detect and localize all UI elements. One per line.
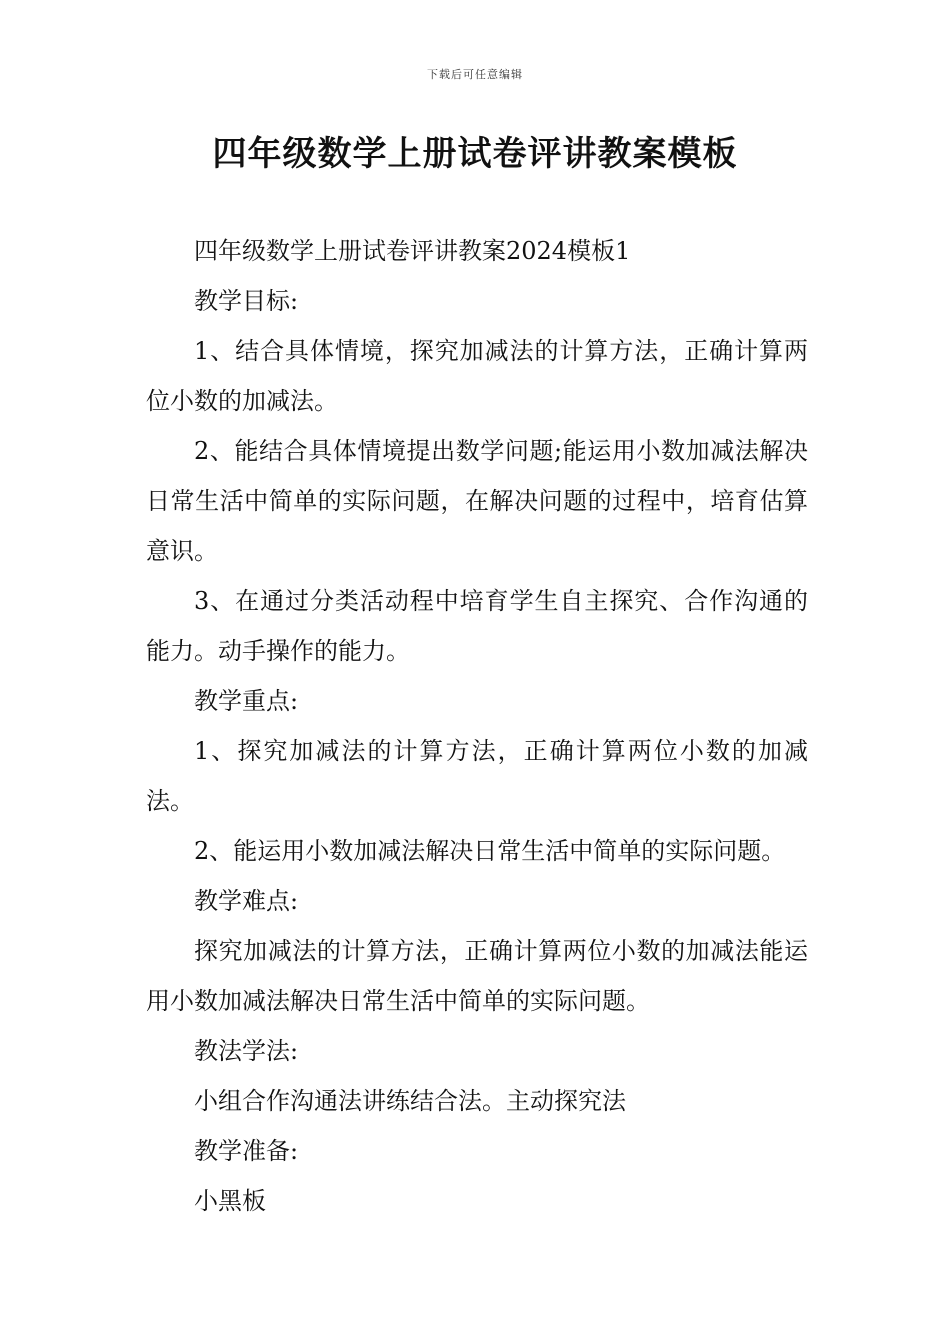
document-body xyxy=(146,226,808,1226)
document-title: 四年级数学上册试卷评讲教案模板 xyxy=(212,134,738,174)
label-teaching-objectives: 教学目标: xyxy=(194,287,299,315)
objective-2: 2、能结合具体情境提出数学问题;能运用小数加减法解决日常生活中简单的实际问题，在解决问题的过程中，培育估算意识。 xyxy=(146,437,808,565)
methods-text: 小组合作沟通法讲练结合法。主动探究法 xyxy=(194,1087,626,1115)
section-heading: 四年级数学上册试卷评讲教案2024模板1 xyxy=(194,237,631,265)
label-key-points: 教学重点: xyxy=(194,687,299,715)
preparation-text: 小黑板 xyxy=(194,1187,266,1215)
label-methods: 教法学法: xyxy=(194,1037,299,1065)
key-point-2: 2、能运用小数加减法解决日常生活中简单的实际问题。 xyxy=(194,837,786,865)
label-difficulties: 教学难点: xyxy=(194,887,299,915)
key-point-1: 1、探究加减法的计算方法，正确计算两位小数的加减法。 xyxy=(146,737,808,815)
objective-1: 1、结合具体情境，探究加减法的计算方法，正确计算两位小数的加减法。 xyxy=(146,337,808,415)
label-preparation: 教学准备: xyxy=(194,1137,299,1165)
header-note: 下载后可任意编辑 xyxy=(427,68,523,81)
difficulty-text: 探究加减法的计算方法，正确计算两位小数的加减法能运用小数加减法解决日常生活中简单的实际问题。 xyxy=(146,937,808,1015)
objective-3: 3、在通过分类活动程中培育学生自主探究、合作沟通的能力。动手操作的能力。 xyxy=(146,587,808,665)
